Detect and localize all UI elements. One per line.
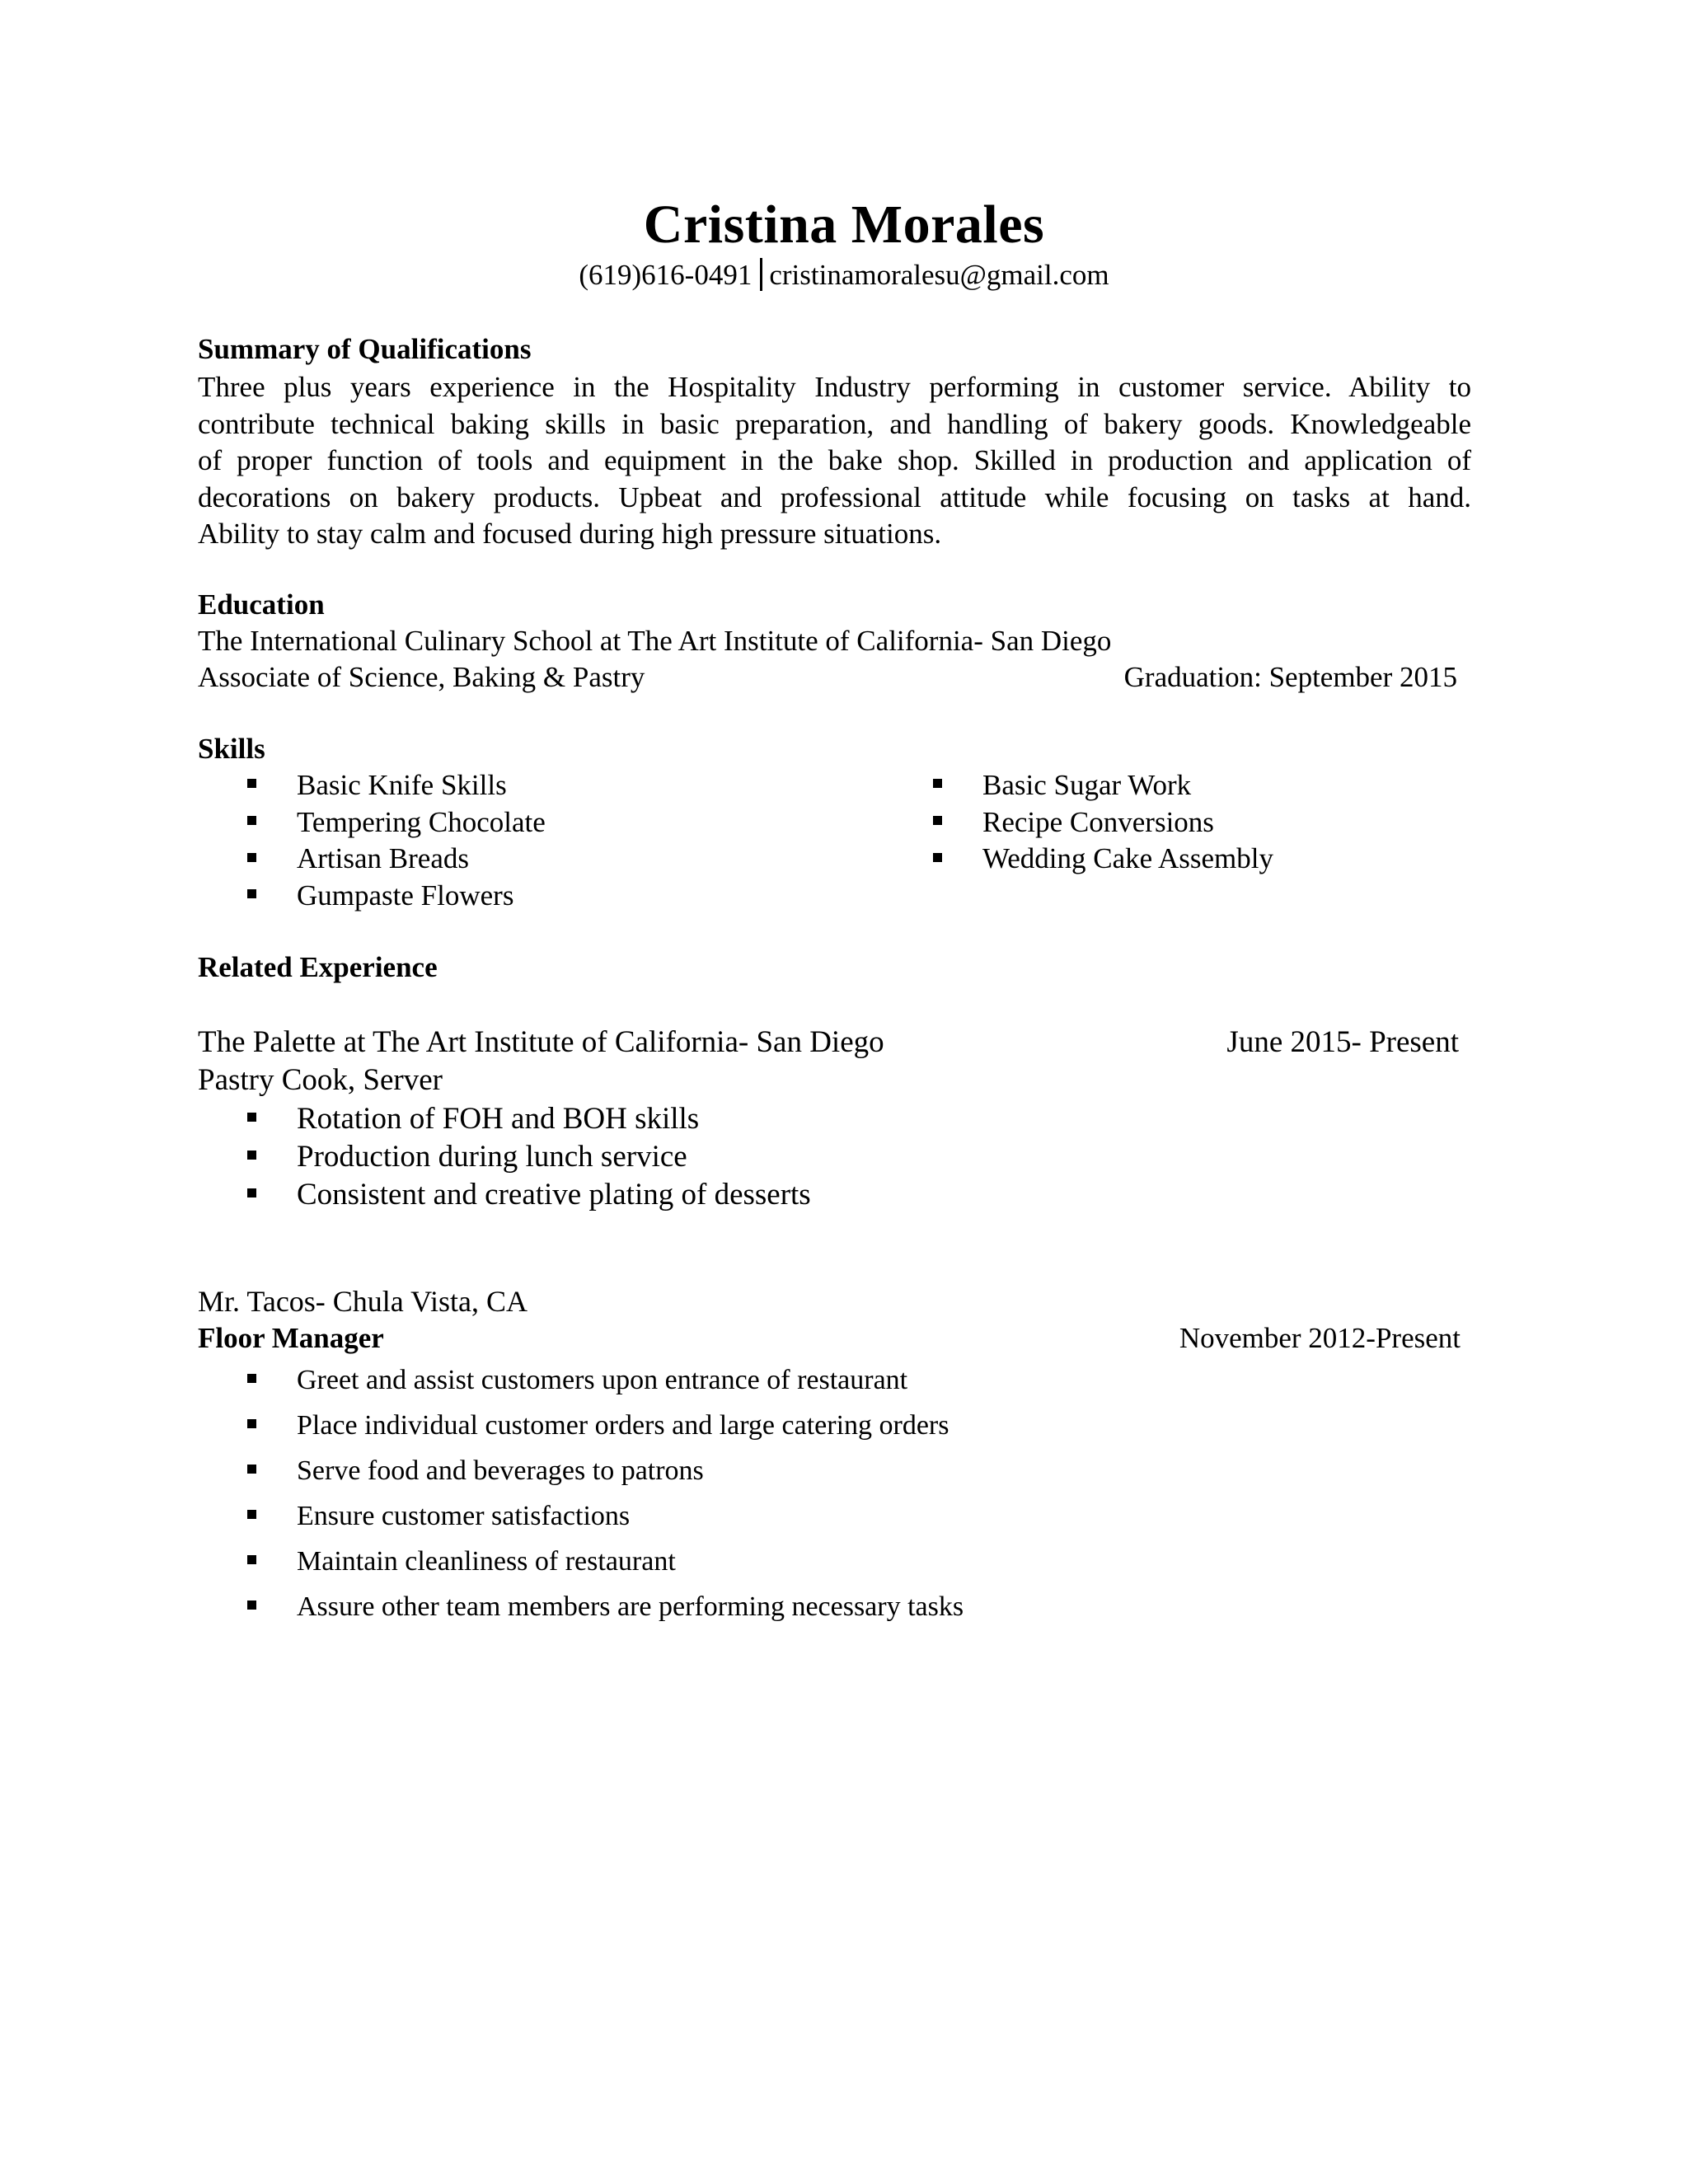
bullet-icon (247, 1151, 256, 1160)
list-item: Gumpaste Flowers (247, 878, 546, 915)
job-employer: Mr. Tacos- Chula Vista, CA (198, 1285, 528, 1318)
job-title: Pastry Cook, Server (198, 1063, 443, 1097)
list-item: Ensure customer satisfactions (247, 1493, 964, 1539)
bullet-icon (247, 1465, 256, 1474)
list-item: Wedding Cake Assembly (933, 841, 1273, 878)
bullet-icon (247, 816, 256, 825)
summary-line: of proper function of tools and equipment in the bake shop. Skilled in production and application of (198, 444, 1471, 476)
list-item: Artisan Breads (247, 841, 546, 878)
list-item: Basic Knife Skills (247, 767, 546, 804)
list-item: Tempering Chocolate (247, 804, 546, 841)
school-name: The International Culinary School at The Art Institute of California- San Diego (198, 625, 1112, 657)
skills-heading: Skills (198, 733, 265, 765)
job-title: Floor Manager (198, 1322, 384, 1354)
experience-heading: Related Experience (198, 951, 438, 983)
list-item: Recipe Conversions (933, 804, 1273, 841)
skills-list-right (933, 767, 1273, 878)
phone-number: (619)616-0491 (579, 259, 753, 291)
bullet-icon (247, 1510, 256, 1519)
summary-line: Three plus years experience in the Hospitality Industry performing in customer service. Ability to (198, 371, 1471, 403)
summary-heading: Summary of Qualifications (198, 333, 532, 365)
bullet-icon (933, 853, 942, 862)
contact-separator (760, 258, 762, 291)
list-item: Serve food and beverages to patrons (247, 1448, 964, 1493)
job-duties-list (247, 1100, 811, 1214)
bullet-icon (247, 779, 256, 788)
summary-line: contribute technical baking skills in basic preparation, and handling of bakery goods. Knowledgeable (198, 407, 1471, 440)
job-dates: November 2012-Present (1179, 1322, 1461, 1354)
bullet-icon (247, 1188, 256, 1197)
bullet-icon (247, 889, 256, 898)
list-item: Basic Sugar Work (933, 767, 1273, 804)
bullet-icon (247, 1419, 256, 1428)
bullet-icon (933, 816, 942, 825)
education-heading: Education (198, 588, 325, 621)
email-address: cristinamoralesu@gmail.com (769, 259, 1109, 291)
summary-line: decorations on bakery products. Upbeat and professional attitude while focusing on tasks at hand. (198, 480, 1471, 513)
bullet-icon (247, 1374, 256, 1383)
job-employer: The Palette at The Art Institute of California- San Diego (198, 1025, 884, 1059)
bullet-icon (247, 1601, 256, 1610)
bullet-icon (247, 853, 256, 862)
bullet-icon (247, 1555, 256, 1564)
bullet-icon (247, 1113, 256, 1122)
summary-line: Ability to stay calm and focused during high pressure situations. (198, 518, 942, 550)
graduation-date: Graduation: September 2015 (1123, 661, 1457, 693)
list-item: Assure other team members are performing necessary tasks (247, 1584, 964, 1629)
list-item: Rotation of FOH and BOH skills (247, 1100, 811, 1138)
list-item: Place individual customer orders and large catering orders (247, 1403, 964, 1448)
contact-line (0, 257, 1688, 293)
summary-text (198, 369, 1471, 553)
list-item: Greet and assist customers upon entrance of restaurant (247, 1357, 964, 1403)
list-item: Maintain cleanliness of restaurant (247, 1539, 964, 1584)
degree: Associate of Science, Baking & Pastry (198, 661, 645, 693)
skills-list-left (247, 767, 546, 915)
bullet-icon (933, 779, 942, 788)
list-item: Consistent and creative plating of desserts (247, 1176, 811, 1214)
applicant-name: Cristina Morales (643, 194, 1045, 255)
job-dates: June 2015- Present (1226, 1025, 1459, 1059)
list-item: Production during lunch service (247, 1138, 811, 1176)
job-duties-list (247, 1357, 964, 1629)
